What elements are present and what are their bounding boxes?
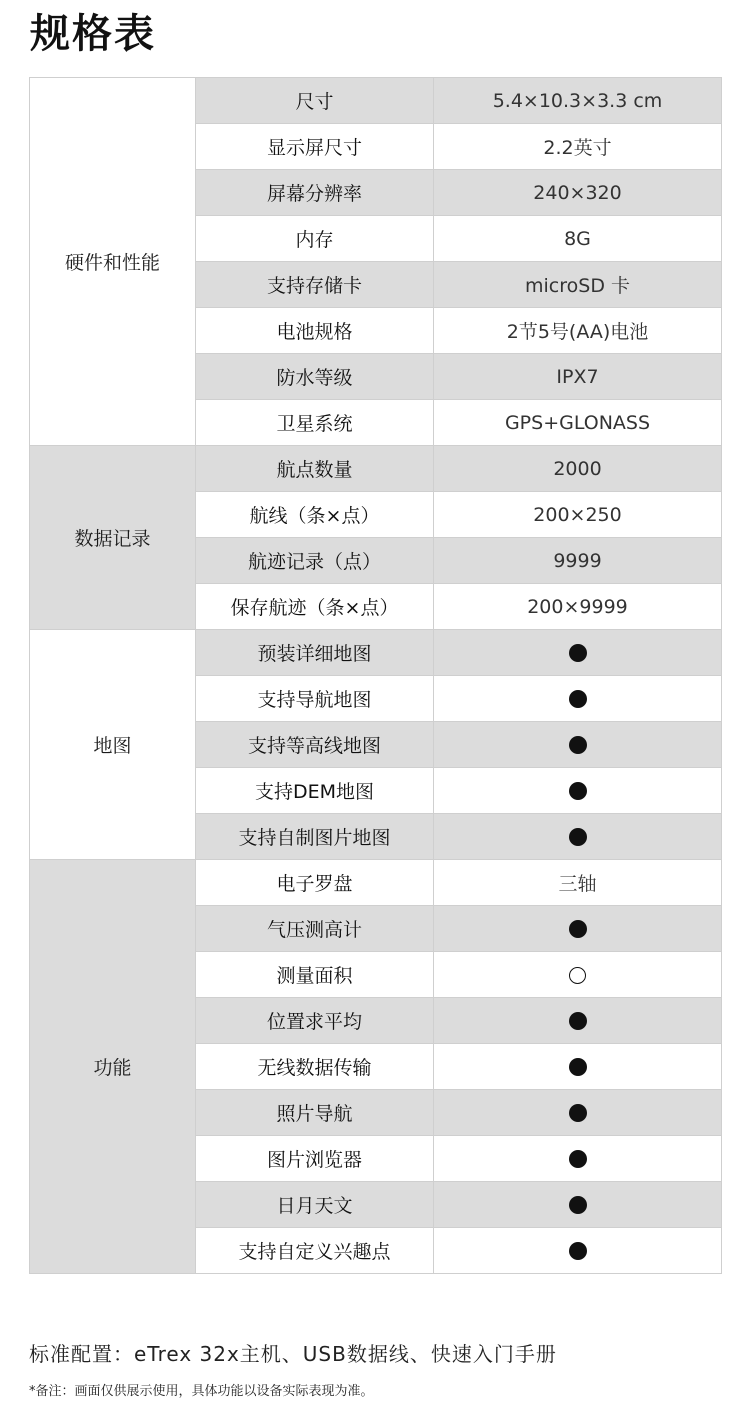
spec-name: 支持等高线地图 (196, 722, 434, 768)
spec-name: 电子罗盘 (196, 860, 434, 906)
footnote: *备注：画面仅供展示使用，具体功能以设备实际表现为准。 (29, 1384, 374, 1399)
filled-circle-icon (569, 644, 587, 662)
spec-mark-cell (434, 768, 722, 814)
spec-value: 三轴 (434, 860, 722, 906)
spec-value: IPX7 (434, 354, 722, 400)
spec-name: 气压测高计 (196, 906, 434, 952)
spec-name: 支持DEM地图 (196, 768, 434, 814)
filled-circle-icon (569, 782, 587, 800)
spec-row (30, 860, 722, 906)
group-label: 地图 (30, 630, 196, 860)
filled-circle-icon (569, 1242, 587, 1260)
spec-name: 支持自定义兴趣点 (196, 1228, 434, 1274)
spec-name: 内存 (196, 216, 434, 262)
spec-mark-cell (434, 998, 722, 1044)
spec-name: 卫星系统 (196, 400, 434, 446)
group-label: 功能 (30, 860, 196, 1274)
spec-name: 防水等级 (196, 354, 434, 400)
spec-name: 位置求平均 (196, 998, 434, 1044)
filled-circle-icon (569, 1104, 587, 1122)
spec-name: 航迹记录（点） (196, 538, 434, 584)
spec-name: 图片浏览器 (196, 1136, 434, 1182)
spec-name: 显示屏尺寸 (196, 124, 434, 170)
spec-mark-cell (434, 1228, 722, 1274)
spec-mark-cell (434, 1044, 722, 1090)
spec-name: 测量面积 (196, 952, 434, 998)
group-label: 数据记录 (30, 446, 196, 630)
spec-name: 无线数据传输 (196, 1044, 434, 1090)
spec-value: 200×250 (434, 492, 722, 538)
spec-name: 预装详细地图 (196, 630, 434, 676)
spec-mark-cell (434, 1136, 722, 1182)
spec-value: 200×9999 (434, 584, 722, 630)
filled-circle-icon (569, 736, 587, 754)
hollow-circle-icon (569, 967, 586, 984)
spec-mark-cell (434, 906, 722, 952)
spec-name: 屏幕分辨率 (196, 170, 434, 216)
spec-mark-cell (434, 722, 722, 768)
spec-mark-cell (434, 952, 722, 998)
spec-row (30, 78, 722, 124)
spec-value: GPS+GLONASS (434, 400, 722, 446)
spec-table (29, 77, 722, 1274)
filled-circle-icon (569, 920, 587, 938)
spec-name: 保存航迹（条×点） (196, 584, 434, 630)
spec-mark-cell (434, 630, 722, 676)
spec-value: 8G (434, 216, 722, 262)
group-label: 硬件和性能 (30, 78, 196, 446)
spec-mark-cell (434, 1090, 722, 1136)
page-title: 规格表 (30, 11, 156, 57)
spec-value: 2.2英寸 (434, 124, 722, 170)
spec-name: 日月天文 (196, 1182, 434, 1228)
filled-circle-icon (569, 1058, 587, 1076)
spec-row (30, 630, 722, 676)
filled-circle-icon (569, 1150, 587, 1168)
filled-circle-icon (569, 828, 587, 846)
spec-value: 9999 (434, 538, 722, 584)
spec-name: 支持存储卡 (196, 262, 434, 308)
spec-value: 2节5号(AA)电池 (434, 308, 722, 354)
spec-mark-cell (434, 1182, 722, 1228)
spec-table-body (30, 78, 722, 1274)
filled-circle-icon (569, 1196, 587, 1214)
filled-circle-icon (569, 1012, 587, 1030)
spec-name: 照片导航 (196, 1090, 434, 1136)
standard-config: 标准配置：eTrex 32x主机、USB数据线、快速入门手册 (29, 1342, 557, 1366)
filled-circle-icon (569, 690, 587, 708)
spec-name: 航点数量 (196, 446, 434, 492)
spec-value: 240×320 (434, 170, 722, 216)
spec-row (30, 446, 722, 492)
spec-value: microSD 卡 (434, 262, 722, 308)
spec-name: 支持导航地图 (196, 676, 434, 722)
spec-mark-cell (434, 676, 722, 722)
spec-value: 2000 (434, 446, 722, 492)
spec-name: 尺寸 (196, 78, 434, 124)
spec-name: 支持自制图片地图 (196, 814, 434, 860)
spec-mark-cell (434, 814, 722, 860)
spec-name: 航线（条×点） (196, 492, 434, 538)
spec-name: 电池规格 (196, 308, 434, 354)
spec-value: 5.4×10.3×3.3 cm (434, 78, 722, 124)
